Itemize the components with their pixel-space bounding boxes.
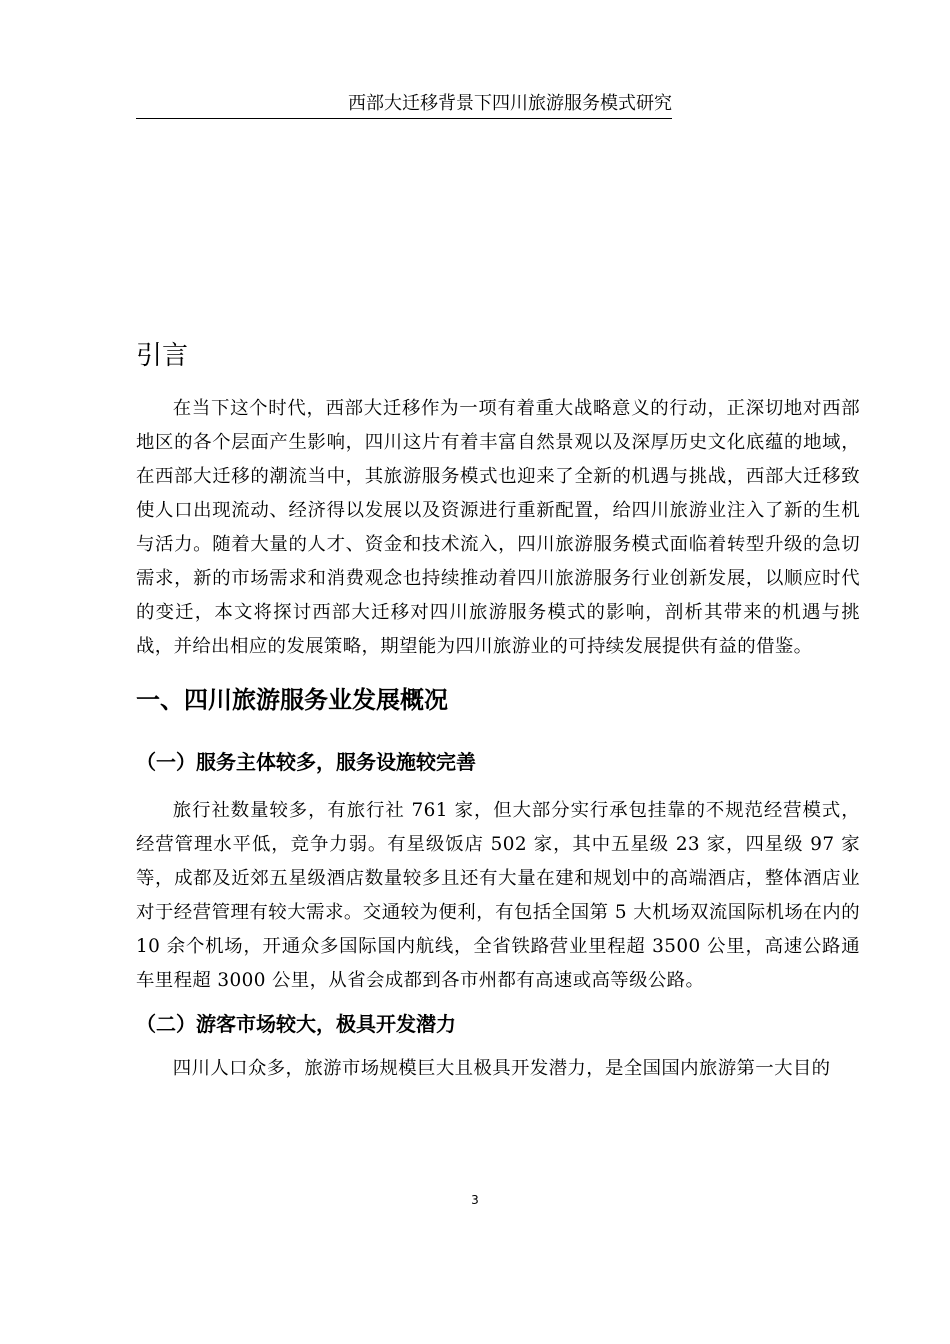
running-header: 西部大迁移背景下四川旅游服务模式研究 [136,92,672,119]
subsection-paragraph-2: 四川人口众多，旅游市场规模巨大且极具开发潜力，是全国国内旅游第一大目的 [172,1058,831,1079]
intro-paragraph: 在当下这个时代，西部大迁移作为一项有着重大战略意义的行动，正深切地对西部地区的各个层面产生影响，四川这片有着丰富自然景观以及深厚历史文化底蕴的地域，在西部大迁移的潮流当中，其旅游服务模式也迎来了全新的机遇与挑战，西部大迁移致使人口出现流动、经济得以发展以及资源进行重新配置，给四川旅游业注入了新的生机与活力。随着大量的人才、资金和技术流入，四川旅游服务模式面临着转型升级的急切需求，新的市场需求和消费观念也持续推动着四川旅游服务行业创新发展，以顺应时代的变迁，本文将探讨西部大迁移对四川旅游服务模式的影响，剖析其带来的机遇与挑战，并给出相应的发展策略，期望能为四川旅游业的可持续发展提供有益的借鉴。 [136,398,860,657]
subsection-heading-1: （一）服务主体较多，服务设施较完善 [136,750,476,774]
intro-heading: 引言 [136,341,189,371]
page-content [136,336,860,1086]
subsection-paragraph-1: 旅行社数量较多，有旅行社 761 家，但大部分实行承包挂靠的不规范经营模式，经营管理水平低，竞争力弱。有星级饭店 502 家，其中五星级 23 家，四星级 97 家等，成都及近郊五星级酒店数量较多且还有大量在建和规划中的高端酒店，整体酒店业对于经营管理有较大需求。交通较为便利，有包括全国第 5 大机场双流国际机场在内的 10 余个机场，开通众多国际国内航线，全省铁路营业里程超 3500 公里，高速公路通车里程超 3000 公里，从省会成都到各市州都有高速或高等级公路。 [136,800,860,991]
subsection-heading-2: （二）游客市场较大，极具开发潜力 [136,1012,456,1036]
page-number: 3 [471,1193,479,1207]
section-heading: 一、四川旅游服务业发展概况 [136,686,448,714]
